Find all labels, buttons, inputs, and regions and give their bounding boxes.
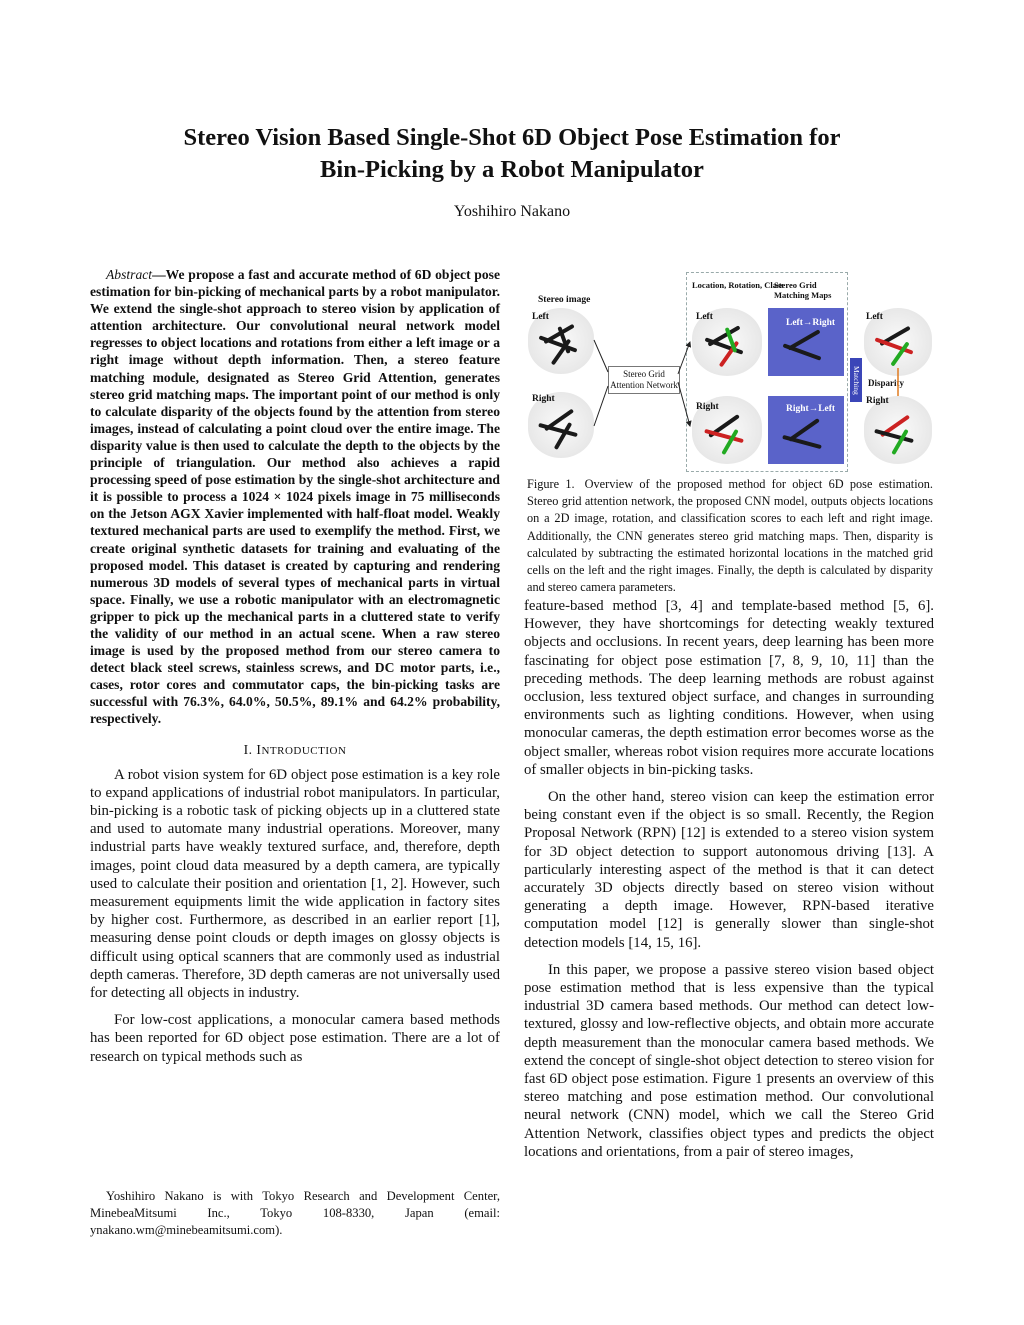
figure-label-left-to-right: Left→Right (786, 318, 836, 328)
figure-header-matching-maps: Stereo Grid Matching Maps (774, 280, 832, 300)
section-initial: I (256, 741, 262, 757)
caption-lead: Figure 1. (527, 477, 575, 491)
paragraph: On the other hand, stereo vision can keep the estimation error being constant even if the object is so small. Recently, the Region Proposal Network (RPN) [12] is extended to a stereo vision system for 3D object detection to support autonomous driving [13]. A particularly interesting aspect of the method is that it can detect accurately 3D objects directly based on stereo vision without generating a depth image. However, RPN-based iterative computation model [12] is generally slower than single-shot detection models [14, 15, 16]. (524, 789, 934, 951)
abstract-text: —We propose a fast and accurate method of 6D object pose estimation for bin-picking of mechanical parts by a robot manipulator. We extend the single-shot approach to stereo vision by application of attention architecture. Our convolutional neural network model regresses to object locations and rotations from either a left image or a right image without depth information. Then, a stereo feature matching module, designated as Stereo Grid Attention, generates stereo grid matching maps. The important point of our method is only to calculate disparity of the objects found by the attention from stereo images, instead of calculating a point cloud over the entire image. The disparity value is then used to calculate the depth to the objects by the principle of triangulation. Our method also achieves a rapid processing speed of pose estimation by the single-shot architecture and it is possible to process a 1024 × 1024 pixels image in 75 milliseconds on the Jetson AGX Xavier implemented with half-float model. Weakly textured mechanical parts are used to exemplify the method. First, we create original synthetic datasets for training and evaluating of the proposed model. This dataset is created by capturing and rendering numerous 3D models of several types of mechanical parts in virtual space. Finally, we use a robotic manipulator with an electromagnetic gripper to pick up the mechanical parts in a cluttered state to verify the validity of our method in an actual scene. When a raw stereo image is used by the proposed method from our stereo camera to detect black steel screws, stainless screws, and DC motor parts, i.e., cases, rotor cores and commutator caps, the bin-picking tasks are successful with 76.3%, 64.0%, 50.5%, 89.1% and 64.2% probability, respectively. (90, 267, 500, 727)
figure-label-right-to-left: Right→Left (786, 404, 836, 414)
figure-arrows (524, 268, 934, 473)
section-heading-introduction (90, 742, 500, 758)
caption-text: Overview of the proposed method for object 6D pose estimation. Stereo grid attention network, the proposed CNN model, outputs objects locations on a 2D image, rotation, and classification scores to each left and right image. Additionally, the CNN generates stereo grid matching maps. Then, disparity is calculated by subtracting the estimated horizontal locations in the matched grid cells on the left and the right images. Finally, the depth is calculated by disparity and stereo camera parameters. (527, 477, 933, 595)
figure-1 (524, 268, 934, 473)
figure-label-right-2: Right (696, 402, 719, 412)
footnote: Yoshihiro Nakano is with Tokyo Research and Development Center, MinebeaMitsumi Inc., Tokyo 108-8330, Japan (email: ynakano.wm@minebeamitsumi.com). (90, 1189, 500, 1237)
paper-title (60, 122, 964, 186)
section-rest: NTRODUCTION (261, 744, 347, 757)
figure-label-left-2: Left (696, 312, 713, 322)
figure-label-left: Left (532, 312, 549, 322)
figure-label-right: Right (532, 394, 555, 404)
figure-label-stereo-image: Stereo image (538, 295, 591, 305)
title-line-1: Stereo Vision Based Single-Shot 6D Object Pose Estimation for (183, 124, 841, 151)
right-column (524, 597, 934, 1170)
figure-label-disparity: Disparity (868, 378, 904, 388)
author: Yoshihiro Nakano (453, 203, 571, 220)
figure-label-left-3: Left (866, 312, 883, 322)
paragraph: A robot vision system for 6D object pose estimation is a key role to expand applications of industrial robot manipulators. In particular, bin-picking is a robotic task of picking objects up in a cluttered state and used to automate many industrial operations. Moreover, many industrial parts have weakly textured surface, and, therefore, depth images, point cloud data measured by a depth camera, are typically used to calculate their position and orientation [1, 2]. However, such measurement equipments limit the wide application in factory sites by higher cost. Furthermore, as described in an earlier report [1], measuring dense point clouds or depth images on glossy objects is difficult using optical scanners that are commonly used as industrial depth cameras. Therefore, 3D depth cameras are not universally used for detecting all objects in industry. (90, 766, 500, 1001)
figure-header-location: Location, Rotation, Class (692, 280, 784, 290)
figure-network-box: Stereo Grid Attention Network (608, 366, 680, 394)
left-column (90, 266, 500, 1075)
paragraph: In this paper, we propose a passive stereo vision based object pose estimation method that is less expensive than the typical industrial 3D camera based methods. Our method can detect low-textured, glossy and low-reflective objects, and obtain more accurate depth measurement than the monocular camera based methods. We extend the concept of single-shot object detection to stereo vision for fast 6D object pose estimation. Figure 1 presents an overview of this stereo matching and pose estimation method. Our convolutional neural network (CNN) model, which we call the Stereo Grid Attention Network, classifies object types and predicts the object locations and orientations, from a pair of stereo images, (524, 961, 934, 1160)
figure-caption (527, 476, 933, 596)
figure-label-right-3: Right (866, 396, 889, 406)
abstract-lead: Abstract (106, 267, 153, 282)
abstract (90, 266, 500, 728)
left-body (90, 766, 500, 1066)
figure-label-matching: Matching (852, 365, 861, 395)
paragraph: feature-based method [3, 4] and template-based method [5, 6]. However, they have shortcomings for detecting weakly textured objects and occlusions. In recent years, deep learning has been more fascinating for object pose estimation [7, 8, 9, 10, 11] than the preceding methods. The deep learning methods are robust against occlusion, less textured object surface, and changes in surrounding environments such as lighting conditions. However, when using monocular cameras, the depth estimation error becomes worse as the object smaller, whereas robot vision requires more accurate locations of smaller objects in bin-picking tasks. (524, 598, 934, 778)
paragraph: For low-cost applications, a monocular camera based methods has been reported for 6D object pose estimation. There are a lot of research on typical methods such as (90, 1012, 500, 1065)
title-line-2: Bin-Picking by a Robot Manipulator (320, 156, 704, 183)
section-number: I. (243, 741, 253, 757)
